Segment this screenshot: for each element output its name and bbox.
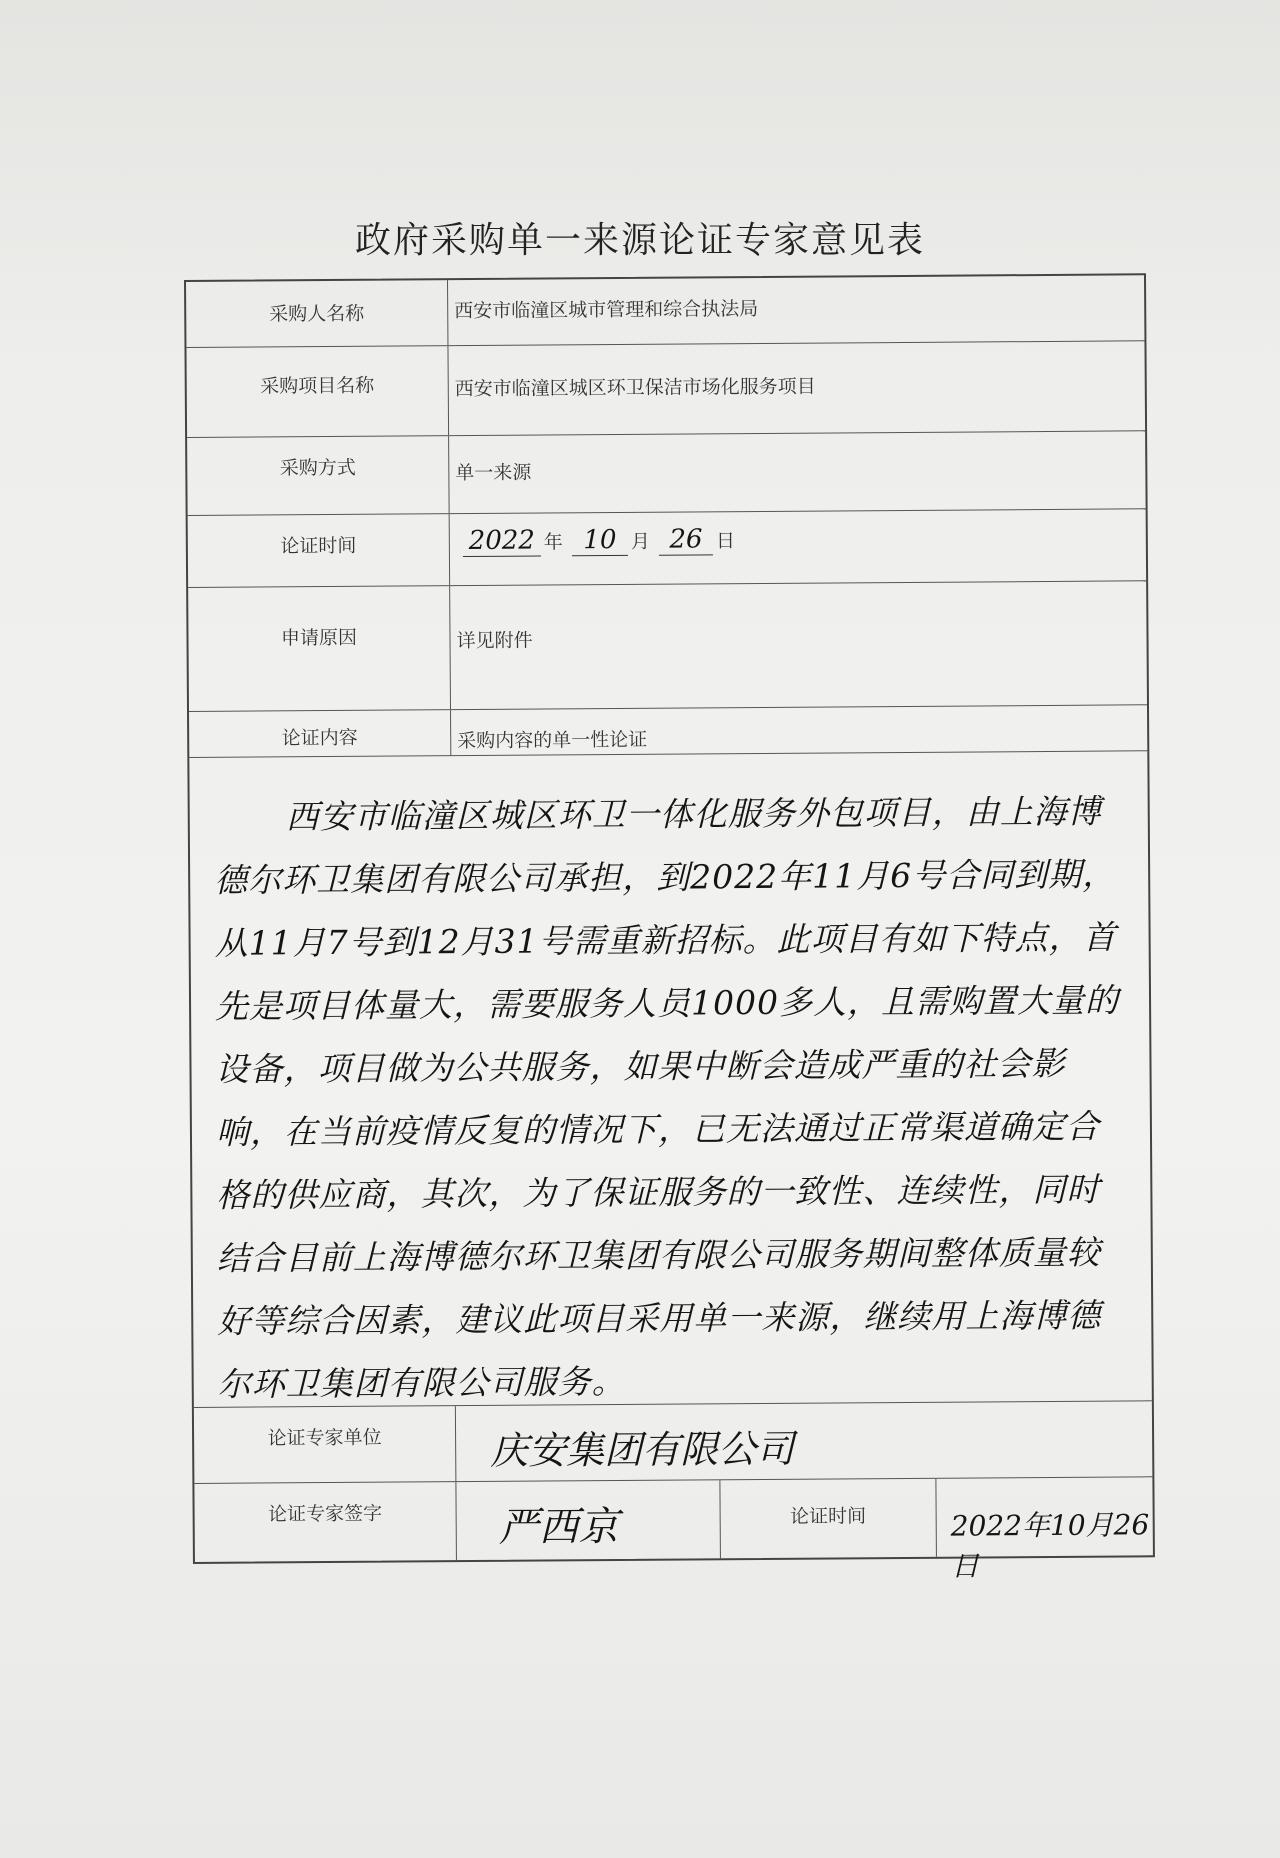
row-demo-time	[188, 509, 1146, 588]
method-label: 采购方式	[187, 436, 450, 515]
content-value: 采购内容的单一性论证	[457, 728, 648, 753]
expert-opinion-text: 西安市临潼区城区环卫一体化服务外包项目，由上海博德尔环卫集团有限公司承担，到2022年11月6号合同到期，从11月7号到12月31号需重新招标。此项目有如下特点，首先是项目体量大，需要服务人员1000多人，且需购置大量的设备，项目做为公共服务，如果中断会造成严重的社会影响，在当前疫情反复的情况下，已无法通过正常渠道确定合格的供应商，其次，为了保证服务的一致性、连续性，同时结合目前上海博德尔环卫集团有限公司服务期间整体质量较好等综合因素，建议此项目采用单一来源，继续用上海博德尔环卫集团有限公司服务。	[189, 751, 1152, 1408]
expert-opinion-form	[184, 273, 1155, 1583]
row-content	[189, 705, 1147, 758]
day-unit: 日	[715, 530, 736, 553]
expert-unit-label: 论证专家单位	[194, 1406, 457, 1483]
purchaser-value: 西安市临潼区城市管理和综合执法局	[454, 297, 759, 323]
sign-time-label: 论证时间	[720, 1479, 937, 1559]
row-reason	[188, 581, 1147, 712]
project-value: 西安市临潼区城区环卫保洁市场化服务项目	[454, 375, 816, 401]
project-label: 采购项目名称	[186, 346, 449, 437]
expert-unit-value: 庆安集团有限公司	[490, 1426, 795, 1473]
reason-value: 详见附件	[456, 629, 533, 653]
row-expert-sign	[194, 1477, 1153, 1583]
row-expert-unit	[194, 1401, 1153, 1484]
row-project	[186, 341, 1145, 438]
month-unit: 月	[630, 530, 650, 553]
purchaser-label: 采购人名称	[186, 280, 448, 347]
row-method	[187, 431, 1146, 516]
demo-time-value	[450, 509, 1146, 585]
expert-sign-label: 论证专家签字	[194, 1482, 457, 1562]
demo-time-label: 论证时间	[188, 514, 450, 587]
content-label: 论证内容	[189, 710, 451, 757]
form-title: 政府采购单一来源论证专家意见表	[354, 220, 925, 261]
row-purchaser	[186, 275, 1144, 348]
expert-signature: 严西京	[456, 1480, 721, 1560]
year-unit: 年	[543, 531, 563, 554]
demo-day: 26	[659, 524, 713, 555]
demo-year: 2022	[463, 526, 541, 558]
demo-month: 10	[572, 525, 628, 556]
method-value: 单一来源	[455, 461, 532, 485]
sign-time-value: 2022年10月26日	[950, 1508, 1150, 1583]
reason-label: 申请原因	[188, 586, 451, 711]
